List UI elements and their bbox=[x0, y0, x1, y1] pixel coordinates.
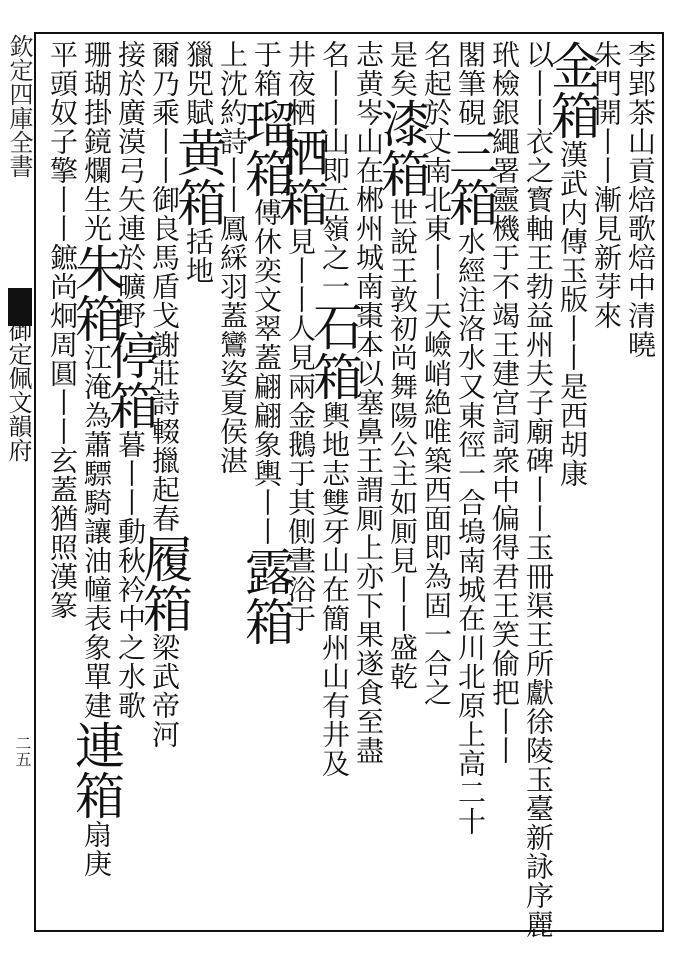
entry-heading: 三箱 bbox=[441, 127, 499, 227]
entry-text: 玳檢銀繩署靈機于不竭王建宫詞衆中偏得君王笑偷把丨丨 bbox=[488, 40, 521, 765]
entry-text: 獵兕賦 bbox=[182, 40, 215, 127]
entry-heading: 朱箱 bbox=[67, 243, 125, 343]
right-border bbox=[662, 32, 664, 932]
text-column bbox=[237, 40, 295, 920]
entry-text: 平頭奴子擎丨丨 bbox=[46, 40, 79, 243]
entry-text: 江淹為蕭驃騎讓油幢表象單建 bbox=[80, 343, 113, 720]
entry-text: 是矣 bbox=[386, 40, 419, 98]
text-column bbox=[586, 40, 626, 920]
entry-text: 梁武帝河 bbox=[148, 633, 181, 749]
entry-text: 丈南北東丨丨天嶮峭絶唯築西面即為固一合之 bbox=[420, 127, 453, 707]
text-column bbox=[620, 40, 660, 920]
entry-text: 井夜栖 bbox=[284, 40, 317, 127]
entry-text: 志黄岑山在郴州城南 bbox=[352, 40, 385, 301]
text-column bbox=[169, 40, 227, 920]
entry-text: 扇庚 bbox=[80, 820, 113, 878]
entry-text: 爾乃乘丨丨御良馬盾戈 bbox=[148, 40, 181, 330]
text-column bbox=[373, 40, 431, 920]
left-border bbox=[34, 32, 36, 932]
page-number: 二五 bbox=[13, 735, 32, 767]
top-border bbox=[34, 32, 664, 34]
text-column bbox=[67, 40, 125, 920]
entry-heading: 石箱 bbox=[305, 301, 363, 401]
book-title: 御定佩文韻府 bbox=[4, 318, 32, 462]
entry-text: 暮丨丨動秋衿 bbox=[114, 430, 147, 604]
entry-text: 漢武内傳玉版丨丨是西胡康 bbox=[556, 140, 589, 488]
entry-text: 名丨丨山即五嶺之一 bbox=[318, 40, 351, 301]
entry-text: 中之水歌 bbox=[114, 604, 147, 720]
entry-heading: 露箱 bbox=[237, 546, 295, 646]
entry-text: 鏣尚炯周圓丨丨玄蓋猶照漢篆 bbox=[46, 243, 79, 620]
entry-heading: 履箱 bbox=[135, 533, 193, 633]
text-column bbox=[135, 40, 193, 920]
entry-text: 接於廣漠弓矢連於曠野 bbox=[114, 40, 147, 330]
entry-text: 渠王所獻徐陵玉臺新詠序麗 bbox=[522, 591, 555, 939]
bottom-border bbox=[34, 930, 664, 932]
entry-heading: 停箱 bbox=[101, 330, 159, 430]
entry-text: 見丨丨人見兩金鵝于其側晝浴于 bbox=[284, 227, 317, 633]
entry-text: 夏侯湛 bbox=[216, 388, 249, 475]
entry-text: 傅休奕文翠蓋翩翩象輿丨丨 bbox=[250, 198, 283, 546]
entry-text: 世說王敦初尚舞陽公主如厠見丨丨盛乾 bbox=[386, 198, 419, 691]
text-column bbox=[543, 40, 601, 920]
entry-text: 李郢茶山貢焙歌焙中清曉 bbox=[624, 40, 657, 359]
entry-text: 名起於 bbox=[420, 40, 453, 127]
text-column bbox=[348, 40, 388, 920]
edge-fragment: 欽定四庫全書 bbox=[5, 34, 33, 178]
entry-text: 朱門開丨丨漸見新芽來 bbox=[590, 40, 623, 330]
entry-text: 于箱 bbox=[250, 40, 283, 98]
entry-text: 沈約詩丨丨鳳綵羽蓋鸞姿 bbox=[216, 69, 249, 388]
entry-text: 謝莊詩輟擸起春 bbox=[148, 330, 181, 533]
entry-text: 珊瑚掛鏡爛生光 bbox=[80, 40, 113, 243]
entry-text: 括地 bbox=[182, 227, 215, 285]
text-column bbox=[441, 40, 499, 920]
entry-heading: 瑠箱 bbox=[237, 98, 295, 198]
text-column bbox=[42, 40, 82, 920]
entry-text: 輿地志雙牙山在簡州山有井及 bbox=[318, 401, 351, 778]
entry-heading: 金箱 bbox=[543, 40, 601, 140]
entry-heading: 漆箱 bbox=[373, 98, 431, 198]
entry-text: 棗本以塞鼻王謂厠上亦下果遂食至盡 bbox=[352, 301, 385, 765]
entry-text: 閣筆硯 bbox=[454, 40, 487, 127]
entry-text: 以丨丨衣之寳軸王勃益州夫子廟碑丨丨玉冊 bbox=[522, 40, 555, 591]
entry-heading: 連箱 bbox=[67, 720, 125, 820]
entry-heading: 黄箱 bbox=[169, 127, 227, 227]
text-column bbox=[518, 40, 558, 939]
entry-text: 上 bbox=[216, 40, 249, 69]
entry-heading: 栖箱 bbox=[271, 127, 329, 227]
entry-text: 水經注洛水又東徑一合塢南城在川北原上高二十 bbox=[454, 227, 487, 836]
